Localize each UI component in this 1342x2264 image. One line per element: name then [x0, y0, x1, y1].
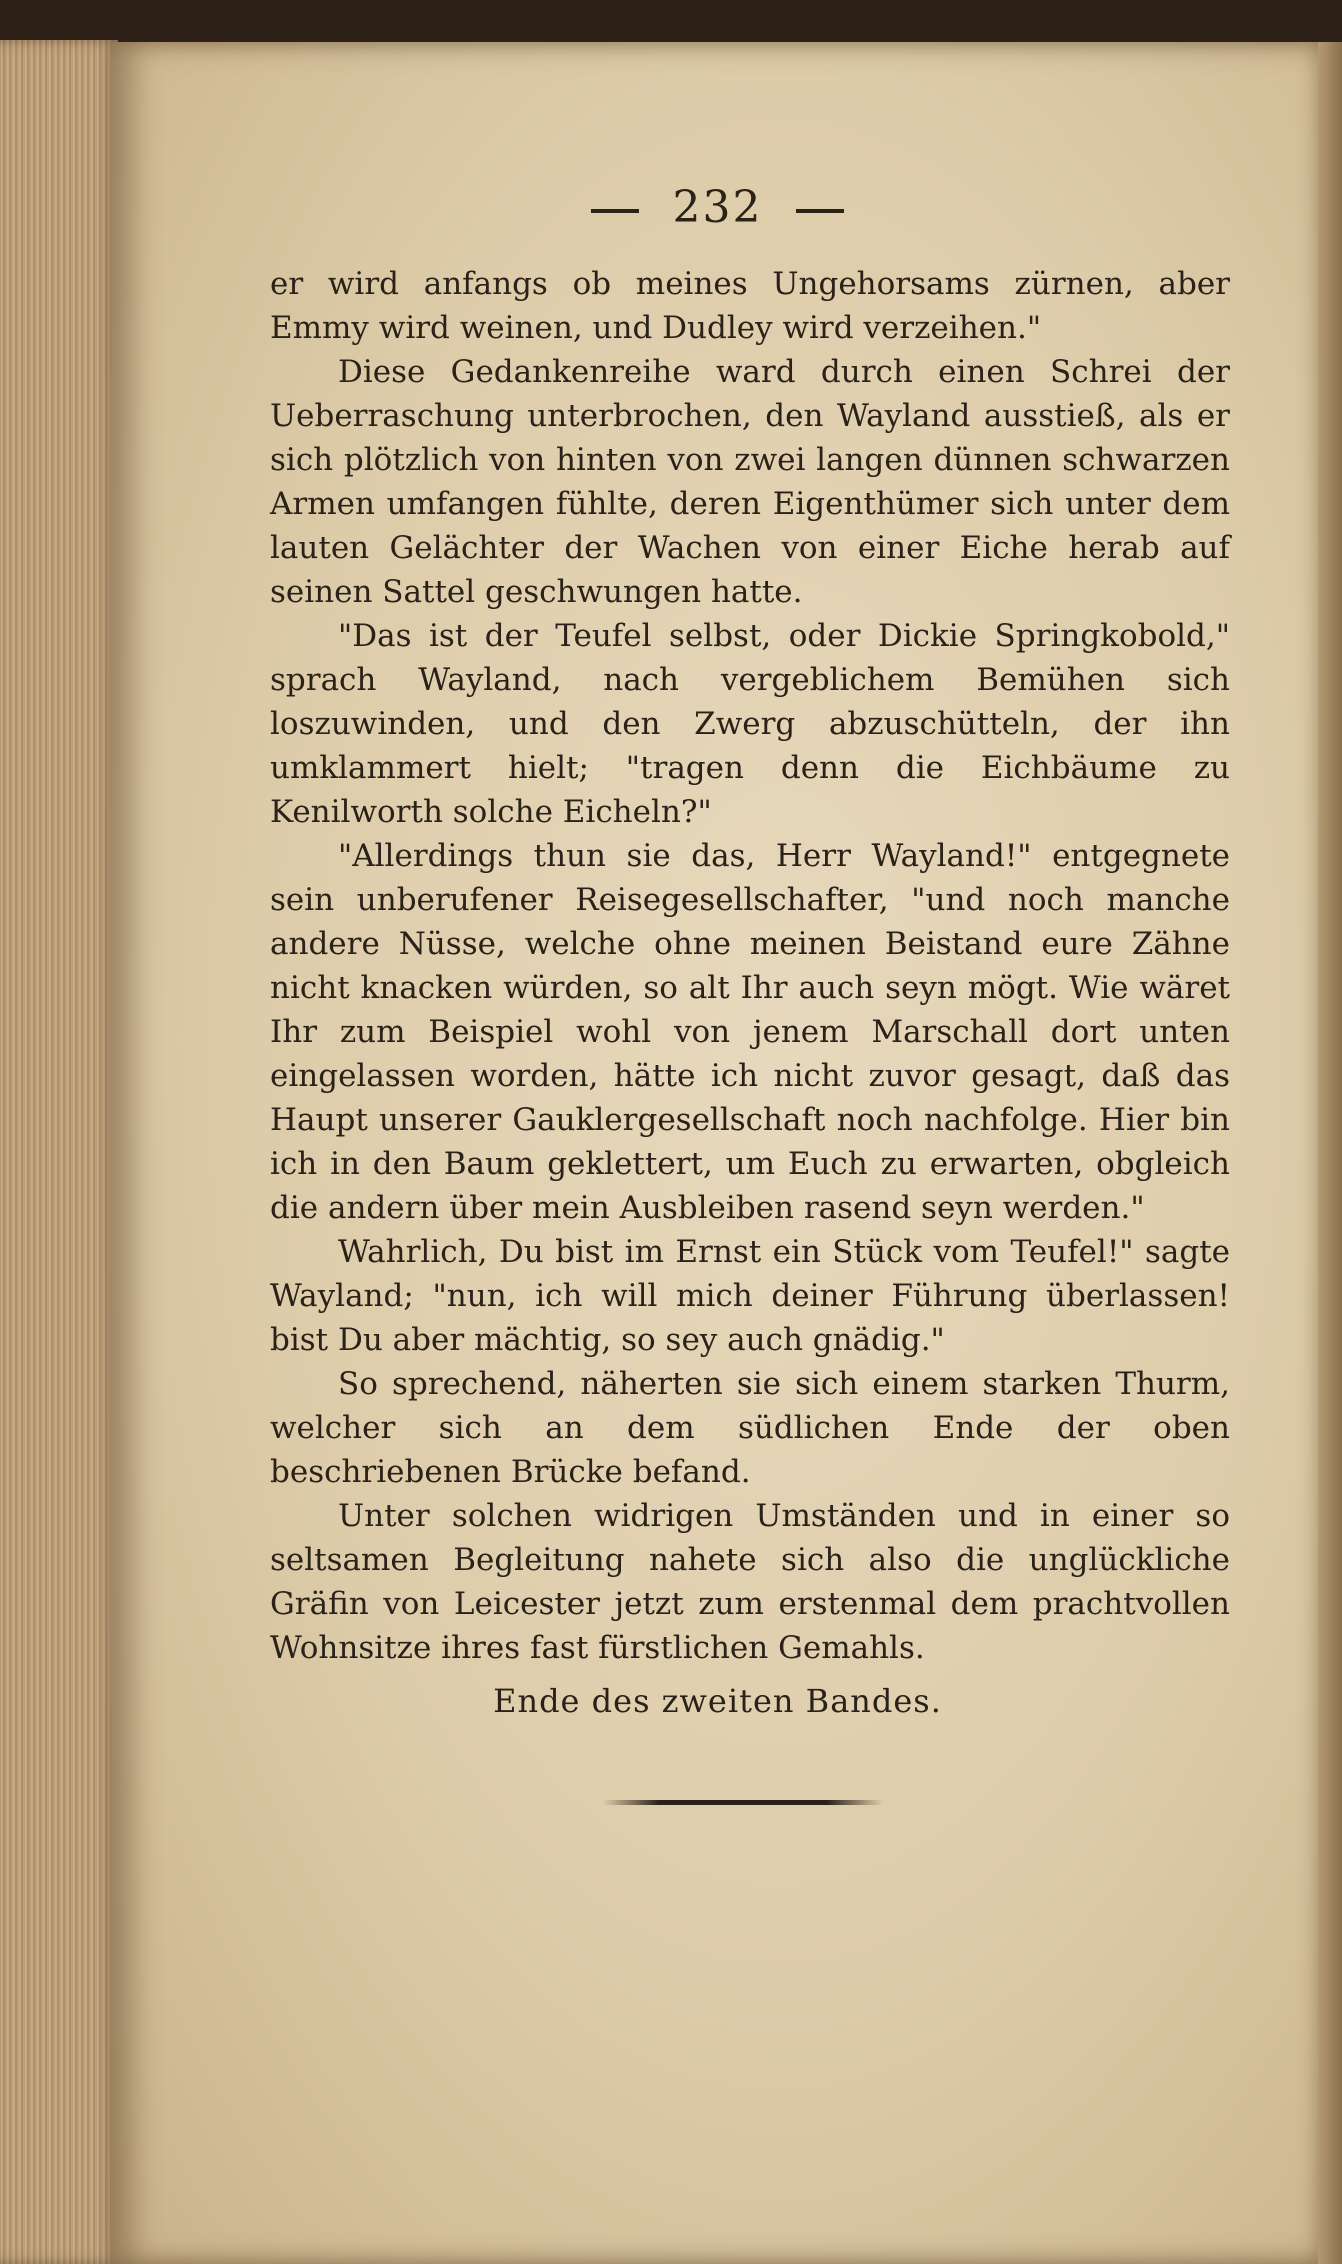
page-number: 232	[672, 182, 763, 233]
paragraph: Wahrlich, Du bist im Ernst ein Stück vom Teufel!" sagte Wayland; "nun, ich will mich deiner Führung überlassen! bist Du aber mächtig, so sey auch gnädig."	[270, 1234, 1230, 1358]
paragraph: "Allerdings thun sie das, Herr Wayland!" entgegnete sein unberufener Reisegesellschafter, "und noch manche andere Nüsse, welche ohne meinen Beistand eure Zähne nicht knacken würden, so alt Ihr auch seyn mögt. Wie wäret Ihr zum Beispiel wohl von jenem Marschall dort unten eingelassen worden, hätte ich nicht zuvor gesagt, daß das Haupt unserer Gauklergesellschaft noch nachfolge. Hier bin ich in den Baum geklettert, um Euch zu erwarten, obgleich die andern über mein Ausbleiben rasend seyn werden."	[270, 838, 1230, 1226]
volume-ending: Ende des zweiten Bandes.	[493, 1682, 942, 1720]
header-dash-left	[591, 209, 639, 213]
paragraph: Unter solchen widrigen Umständen und in einer so seltsamen Begleitung nahete sich also die unglückliche Gräfin von Leicester jetzt zum erstenmal dem prachtvollen Wohnsitze ihres fast fürstlichen Gemahls.	[270, 1498, 1230, 1666]
page-header	[110, 182, 1325, 233]
paragraph: "Das ist der Teufel selbst, oder Dickie Springkobold," sprach Wayland, nach vergeblichem Bemühen sich loszuwinden, und den Zwerg abzuschütteln, der ihn umklammert hielt; "tragen denn die Eichbäume zu Kenilworth solche Eicheln?"	[270, 618, 1230, 830]
paragraph: er wird anfangs ob meines Ungehorsams zürnen, aber Emmy wird weinen, und Dudley wird verzeihen."	[270, 266, 1230, 346]
page-gutter	[1318, 42, 1342, 2264]
paragraph: So sprechend, näherten sie sich einem starken Thurm, welcher sich an dem südlichen Ende der oben beschriebenen Brücke befand.	[270, 1366, 1230, 1490]
page-edges	[0, 40, 118, 2264]
paragraph: Diese Gedankenreihe ward durch einen Schrei der Ueberraschung unterbrochen, den Wayland ausstieß, als er sich plötzlich von hinten von zwei langen dünnen schwarzen Armen umfangen fühlte, deren Eigenthümer sich unter dem lauten Gelächter der Wachen von einer Eiche herab auf seinen Sattel geschwungen hatte.	[270, 354, 1230, 610]
closing-rule	[603, 1800, 883, 1805]
header-dash-right	[796, 209, 844, 213]
body-text	[270, 262, 1230, 1670]
